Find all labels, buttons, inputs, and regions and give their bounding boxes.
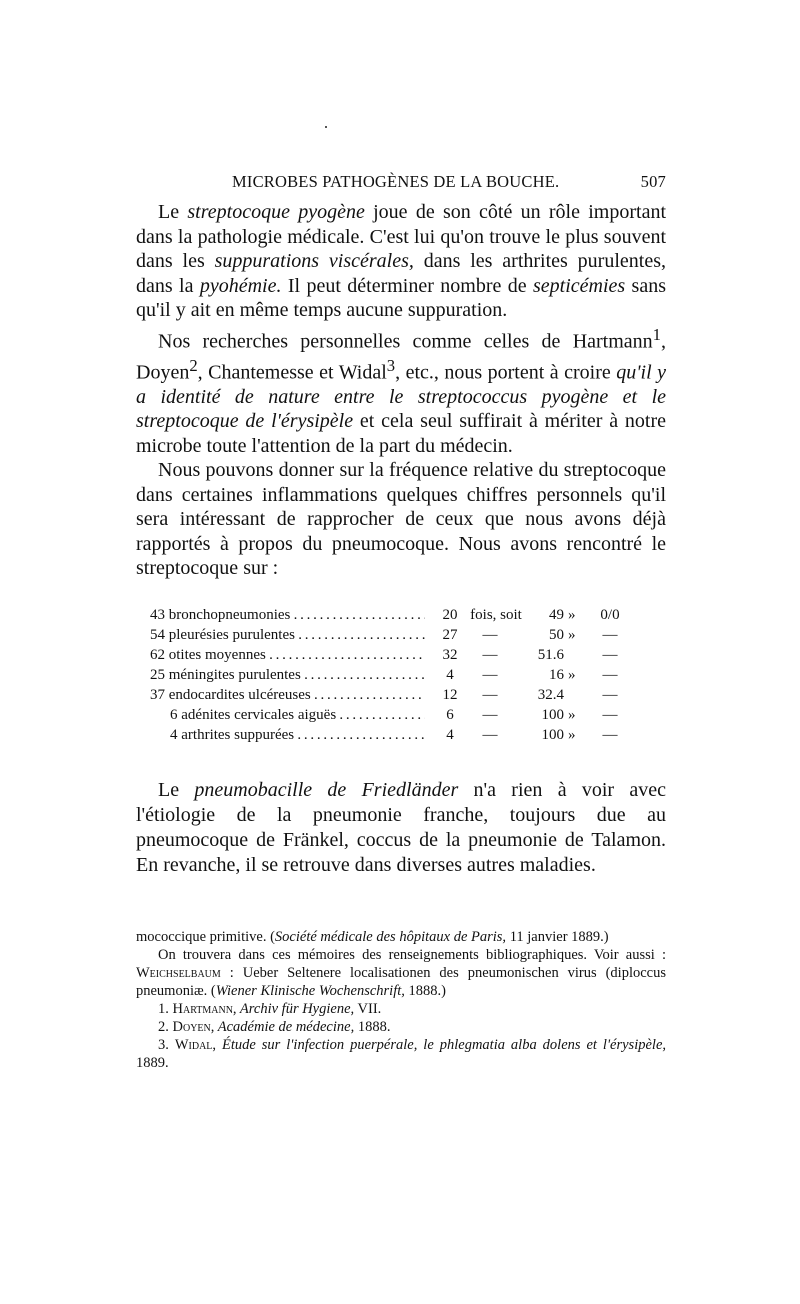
text-run: On trouvera dans ces mémoires des renseignements bibliographiques. Voir aussi : <box>158 947 666 963</box>
frequency-table <box>150 605 635 745</box>
row-unit: — <box>602 687 618 703</box>
text-run: n'a rien à voir avec l'étiologie de la pneumonie franche, toujours due au pneumocoque de Fränkel, coccus de la pneumonie de Talamon. En revanche, il se retrouve dans diverses autres maladies. <box>136 779 666 876</box>
italic-run: Société médicale des hôpitaux de Paris, <box>274 929 507 945</box>
row-unit: — <box>602 667 618 683</box>
body-text <box>136 200 666 581</box>
paragraph-recherches <box>136 323 666 459</box>
row-label: 37 endocardites ulcéreuses . . . <box>150 685 425 705</box>
italic-run: suppurations viscérales, <box>214 250 414 272</box>
row-count: 4 <box>446 727 454 743</box>
row-label: 25 méningites purulentes . . . <box>150 665 425 685</box>
row-ditto: » <box>568 727 576 743</box>
text-run: Il peut déterminer nombre de <box>281 274 533 297</box>
row-percent: 32.4 <box>537 687 564 703</box>
row-label: 4 arthrites suppurées . . . <box>150 725 425 745</box>
row-percent: 49 <box>549 607 564 623</box>
text-run: 1888.) <box>404 983 446 999</box>
row-unit: — <box>602 627 618 643</box>
row-count: 6 <box>446 707 454 723</box>
row-count: 32 <box>442 647 458 663</box>
row-count: 4 <box>446 667 454 683</box>
footnote-continuation <box>136 928 666 946</box>
footnote-1 <box>136 1000 666 1018</box>
footnote-number: 1. <box>158 1001 173 1017</box>
footnote-ref: 3 <box>386 355 396 375</box>
paragraph-streptocoque <box>136 200 666 323</box>
text-run: , Doyen <box>136 330 666 384</box>
footnote-ref: 2 <box>189 355 198 375</box>
paragraph-frequence: Nous pouvons donner sur la fréquence relative du streptocoque dans certaines inflammations quelques chiffres personnels qu'il sera intéressant de rapprocher de ceux que nous avons déjà rapportés à propos du pneumocoque. Nous avons rencontré le streptocoque sur : <box>136 459 666 580</box>
footnote-bibliography <box>136 946 666 1000</box>
table-row <box>150 605 635 625</box>
row-percent: 100 <box>541 727 564 743</box>
row-label: 6 adénites cervicales aiguës . . . <box>150 705 425 725</box>
row-unit: — <box>602 647 618 663</box>
row-ditto: » <box>568 607 576 623</box>
row-ditto: » <box>568 667 576 683</box>
row-soit: — <box>482 707 498 723</box>
row-soit: — <box>482 647 498 663</box>
italic-run: pyohémie. <box>199 274 282 297</box>
footnotes <box>136 928 666 1072</box>
text-run: : Ueber Seltenere localisationen des pneumonischen virus (diploccus pneumoniæ. ( <box>136 965 666 999</box>
footnote-ref: 1 <box>652 324 661 344</box>
italic-run: pneumobacille de Friedländer <box>194 779 459 801</box>
author-name: Doyen, <box>172 1019 215 1035</box>
row-count: 12 <box>442 687 458 703</box>
table-row <box>150 685 635 705</box>
italic-run: Étude sur l'infection puerpérale, le phlegmatia alba dolens et l'érysipèle, <box>216 1037 667 1053</box>
table-row <box>150 665 635 685</box>
row-soit: — <box>482 687 498 703</box>
italic-run: streptocoque pyogène <box>187 201 365 223</box>
body-text-friedlander <box>136 778 666 878</box>
row-soit: — <box>482 727 498 743</box>
row-count: 27 <box>442 627 458 643</box>
row-unit: 0/0 <box>600 607 620 623</box>
text-run: et cela seul suffirait à mériter à notre microbe toute l'attention de la part du médecin. <box>136 410 667 457</box>
text-run: 1889. <box>136 1055 169 1071</box>
row-count: 20 <box>442 607 458 623</box>
italic-run: Archiv für Hygiene, <box>236 1001 355 1017</box>
text-run: , Chantemesse et Widal <box>197 361 387 384</box>
italic-run: septicémies <box>532 274 626 297</box>
text-run: joue de son côté un rôle important dans la pathologie médicale. C'est lui qu'on trouve le plus souvent dans les <box>136 201 667 272</box>
footnote-number: 2. <box>158 1019 173 1035</box>
text-run: 1888. <box>354 1019 391 1035</box>
table-row <box>150 645 635 665</box>
italic-run: Wiener Klinische Wochenschrift, <box>215 983 405 999</box>
row-unit: — <box>602 707 618 723</box>
row-soit: — <box>482 627 498 643</box>
row-soit: — <box>482 667 498 683</box>
text-run: 11 janvier 1889.) <box>506 929 609 945</box>
row-label: 62 otites moyennes . . . <box>150 645 425 665</box>
table-row <box>150 705 635 725</box>
text-run: Le <box>158 201 188 223</box>
row-soit: fois, soit <box>470 607 522 623</box>
text-run: Le <box>158 779 195 801</box>
running-head: MICROBES PATHOGÈNES DE LA BOUCHE. <box>232 172 560 191</box>
row-percent: 50 <box>549 627 564 643</box>
author-name: Widal, <box>174 1037 217 1053</box>
text-run: dans les arthrites purulentes, dans la <box>136 250 666 297</box>
page-number: 507 <box>640 172 666 191</box>
text-run: mococcique primitive. ( <box>136 929 275 945</box>
text-run: , etc., nous portent à croire <box>395 361 617 384</box>
paragraph-pneumobacille <box>136 778 666 878</box>
text-run: Nos recherches personnelles comme celles de Hartmann <box>158 330 653 353</box>
author-name: Weichselbaum <box>136 965 221 981</box>
row-label: 54 pleurésies purulentes . . . <box>150 625 425 645</box>
author-name: Hartmann, <box>172 1001 237 1017</box>
italic-run: qu'il y a identité de nature entre le streptococcus pyogène et le streptocoque de l'érysipèle <box>136 361 666 433</box>
footnote-2 <box>136 1018 666 1036</box>
row-percent: 51.6 <box>537 647 564 663</box>
table-row <box>150 725 635 745</box>
text-run: sans qu'il y ait en même temps aucune suppuration. <box>136 274 666 321</box>
row-ditto: » <box>568 627 576 643</box>
row-ditto: » <box>568 707 576 723</box>
table-row <box>150 625 635 645</box>
row-label: 43 bronchopneumonies . . . <box>150 605 425 625</box>
footnote-number: 3. <box>158 1037 175 1053</box>
row-unit: — <box>602 727 618 743</box>
row-percent: 100 <box>541 707 564 723</box>
print-speck <box>325 126 327 128</box>
row-percent: 16 <box>549 667 564 683</box>
text-run: VII. <box>354 1001 382 1017</box>
footnote-3 <box>136 1036 666 1072</box>
italic-run: Académie de médecine, <box>214 1019 355 1035</box>
